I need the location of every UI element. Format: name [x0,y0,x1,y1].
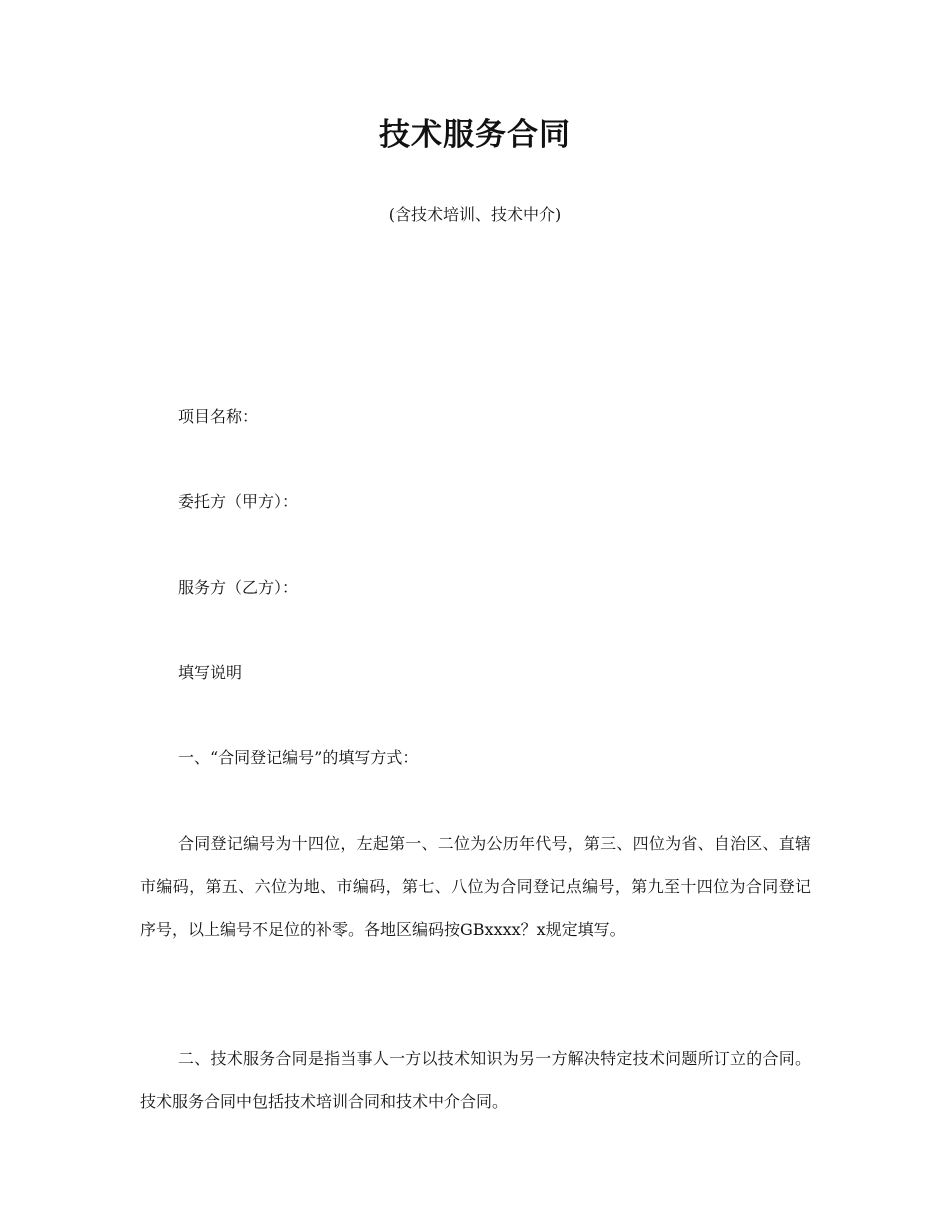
provider-party-label: 服务方（乙方）： [178,578,299,597]
section-2-paragraph: 二、技术服务合同是指当事人一方以技术知识为另一方解决特定技术问题所订立的合同。技术服务合同中包括技术培训合同和技术中介合同。 [140,1049,811,1111]
project-name-label: 项目名称： [178,407,259,426]
section-1-heading: 一、“合同登记编号”的填写方式： [178,748,419,767]
instructions-heading: 填写说明 [178,663,243,682]
client-party-label: 委托方（甲方）： [178,492,299,511]
document-subtitle: (含技术培训、技术中介) [388,205,562,224]
section-1-paragraph: 合同登记编号为十四位，左起第一、二位为公历年代号，第三、四位为省、自治区、直辖市编码，第五、六位为地、市编码，第七、八位为合同登记点编号，第九至十四位为合同登记序号，以上编号不足位的补零。各地区编码按GBxxxx？x规定填写。 [140,834,811,939]
document-title: 技术服务合同 [379,117,571,153]
